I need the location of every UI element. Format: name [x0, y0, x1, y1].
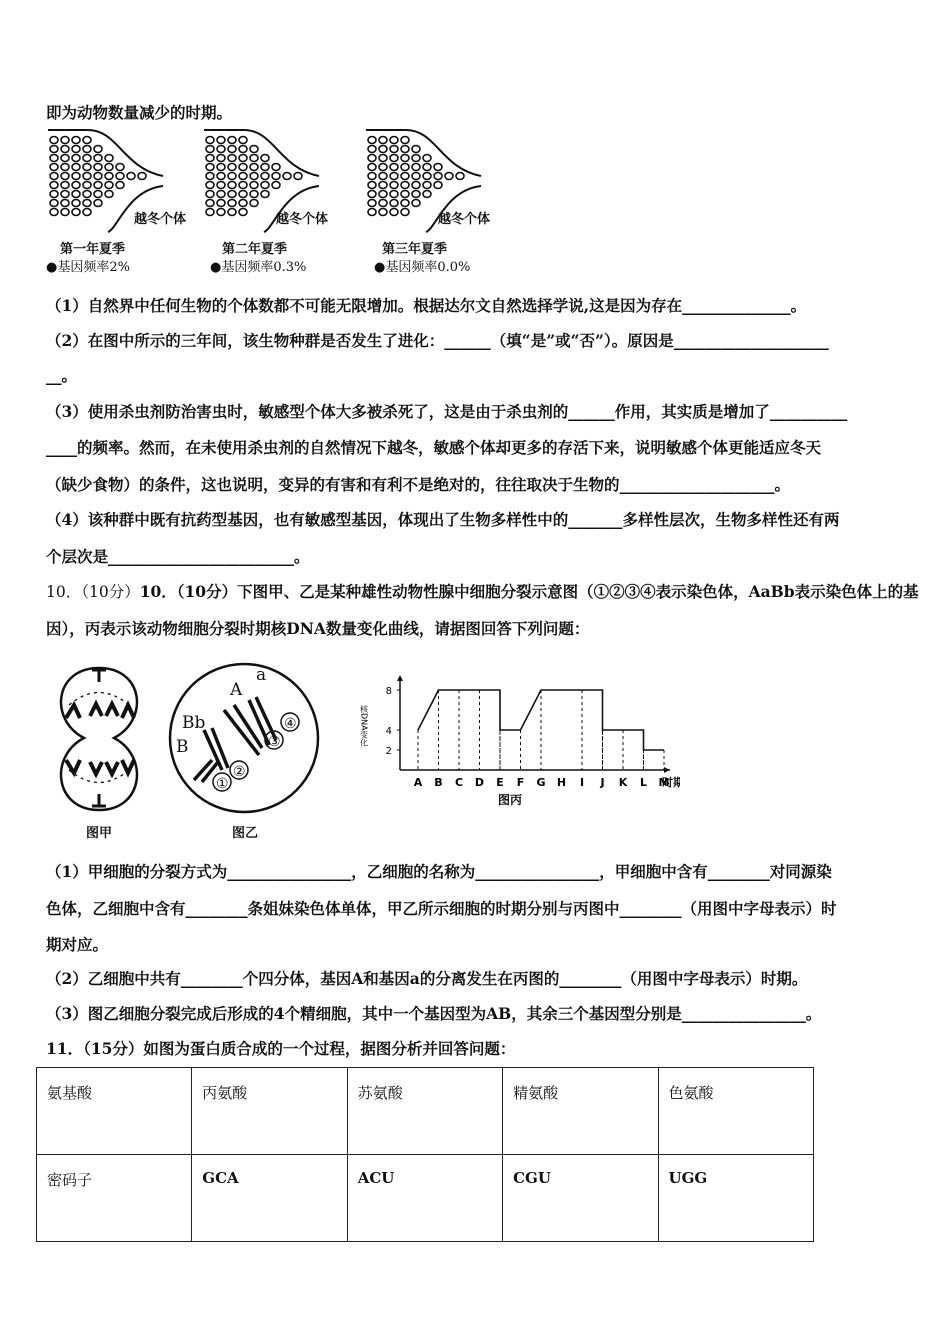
individual-dot: [401, 146, 409, 153]
individual-dot: [379, 182, 387, 189]
individual-dot: [239, 200, 247, 207]
q11-head: 11．（15分）如图为蛋白质合成的一个过程，据图分析并回答问题：: [46, 1039, 516, 1058]
cell-yi: [170, 664, 318, 812]
q10-part1a: （1）甲细胞的分裂方式为________________，乙细胞的名称为________________，甲细胞中含有________对同源染: [46, 862, 832, 881]
chromosome-4: ④: [284, 716, 297, 732]
y-tick-label: 8: [385, 686, 392, 697]
individual-dot: [434, 173, 442, 180]
individual-dot: [206, 200, 214, 207]
individual-dot: [456, 173, 464, 180]
individual-dot: [272, 173, 280, 180]
cell-jia: [61, 668, 137, 810]
individual-dot: [250, 146, 258, 153]
individual-dot: [206, 137, 214, 144]
individual-dot: [50, 209, 58, 216]
individual-dot: [390, 182, 398, 189]
individual-dot: [61, 209, 69, 216]
individual-dot: [401, 182, 409, 189]
x-tick-label: D: [474, 776, 485, 789]
table-row: [37, 1155, 814, 1242]
individual-dot: [217, 200, 225, 207]
individual-dot: [50, 164, 58, 171]
individual-dot: [239, 191, 247, 198]
individual-dot: [423, 164, 431, 171]
individual-dot: [217, 173, 225, 180]
individual-dot: [239, 182, 247, 189]
individual-dot: [368, 137, 376, 144]
fig-yi-caption: 图乙: [232, 826, 259, 841]
individual-dot: [72, 155, 80, 162]
individual-dot: [217, 182, 225, 189]
individual-dot: [83, 191, 91, 198]
q10-part1b: 色体，乙细胞中含有________条姐妹染色体单体，甲乙所示细胞的时期分别与丙图中________（用图中字母表示）时: [46, 899, 837, 918]
individual-dot: [261, 182, 269, 189]
q9-part2a: （2）在图中所示的三年间，该生物种群是否发生了进化：______（填“是”或“否”）。原因是____________________: [46, 331, 829, 350]
individual-dot: [83, 182, 91, 189]
individual-dot: [72, 191, 80, 198]
overwinter-label-3: 越冬个体: [438, 212, 491, 227]
table-cell: 苏氨酸: [347, 1068, 502, 1155]
q10-part3: （3）图乙细胞分裂完成后形成的4个精细胞，其中一个基因型为AB，其余三个基因型分别是________________。: [46, 1004, 822, 1023]
individual-dot: [116, 182, 124, 189]
individual-dot: [94, 173, 102, 180]
x-tick-label: J: [600, 776, 605, 789]
individual-dot: [138, 173, 146, 180]
individual-dot: [206, 155, 214, 162]
individual-dot: [368, 164, 376, 171]
individual-dot: [72, 173, 80, 180]
gene-B: B: [176, 737, 189, 757]
gene-a: a: [256, 665, 267, 685]
table-cell: 氨基酸: [37, 1068, 192, 1155]
individual-dot: [239, 137, 247, 144]
individual-dot: [94, 164, 102, 171]
y-axis-title: 核DNA变化: [360, 705, 369, 747]
summer-label-2: 第二年夏季: [222, 242, 288, 257]
individual-dot: [239, 155, 247, 162]
individual-dot: [206, 182, 214, 189]
individual-dot: [228, 182, 236, 189]
individual-dot: [390, 164, 398, 171]
individual-dot: [239, 164, 247, 171]
gene-Bb: Bb: [182, 713, 206, 733]
individual-dot: [423, 191, 431, 198]
individual-dot: [250, 191, 258, 198]
individual-dot: [368, 200, 376, 207]
individual-dot: [228, 137, 236, 144]
individual-dot: [272, 182, 280, 189]
individual-dot: [239, 173, 247, 180]
individual-dot: [217, 164, 225, 171]
table-cell: ACU: [347, 1155, 502, 1242]
individual-dot: [206, 164, 214, 171]
individual-dot: [83, 137, 91, 144]
individual-dot: [434, 182, 442, 189]
x-tick-label: L: [639, 776, 648, 789]
individual-dot: [228, 164, 236, 171]
individual-dot: [412, 146, 420, 153]
individual-dot: [401, 191, 409, 198]
q10-head-a-text: 10．（10分）下图甲、乙是某种雄性动物性腺中细胞分裂示意图（①②③④表示染色体，AaBb表示染色体上的基: [139, 582, 919, 601]
individual-dot: [250, 200, 258, 207]
q9-part3b: ____的频率。然而，在未使用杀虫剂的自然情况下越冬，敏感个体却更多的存活下来，说明敏感个体更能适应冬天: [46, 438, 822, 457]
individual-dot: [217, 146, 225, 153]
individual-dot: [379, 164, 387, 171]
individual-dot: [401, 155, 409, 162]
individual-dot: [250, 155, 258, 162]
individual-dot: [105, 173, 113, 180]
summer-label-3: 第三年夏季: [382, 242, 448, 257]
individual-dot: [390, 191, 398, 198]
individual-dot: [94, 146, 102, 153]
overwinter-label-2: 越冬个体: [276, 212, 329, 227]
individual-dot: [228, 200, 236, 207]
individual-dot: [228, 209, 236, 216]
individual-dot: [261, 155, 269, 162]
individual-dot: [250, 182, 258, 189]
individual-dot: [83, 200, 91, 207]
individual-dot: [206, 173, 214, 180]
individual-dot: [228, 146, 236, 153]
individual-dot: [423, 173, 431, 180]
individual-dot: [116, 164, 124, 171]
individual-dot: [61, 146, 69, 153]
individual-dot: [83, 209, 91, 216]
summer-label-1: 第一年夏季: [60, 242, 126, 257]
individual-dot: [250, 173, 258, 180]
individual-dot: [83, 155, 91, 162]
individual-dot: [368, 191, 376, 198]
individual-dot: [217, 191, 225, 198]
table-cell: CGU: [503, 1155, 658, 1242]
q9-part4b: 个层次是________________________。: [46, 547, 310, 566]
individual-dot: [228, 155, 236, 162]
individual-dot: [94, 200, 102, 207]
individual-dot: [127, 173, 135, 180]
individual-dot: [206, 209, 214, 216]
individual-dot: [217, 209, 225, 216]
individual-dot: [72, 146, 80, 153]
individual-dot: [379, 191, 387, 198]
x-tick-label: G: [536, 776, 546, 789]
text-line: 即为动物数量减少的时期。: [46, 103, 233, 122]
individual-dot: [116, 173, 124, 180]
y-axis-arrow: [397, 675, 403, 681]
x-tick-label: M: [658, 776, 670, 789]
individual-dot: [94, 191, 102, 198]
codon-table: [36, 1067, 814, 1242]
individual-dot: [412, 200, 420, 207]
individual-dot: [390, 173, 398, 180]
q9-part4a: （4）该种群中既有抗药型基因，也有敏感型基因，体现出了生物多样性中的_______多样性层次，生物多样性还有两: [46, 510, 840, 529]
population-figures: [44, 128, 504, 278]
individual-dot: [61, 173, 69, 180]
individual-dot: [61, 182, 69, 189]
individual-dot: [261, 191, 269, 198]
x-tick-label: B: [434, 776, 443, 789]
individual-dot: [250, 164, 258, 171]
individual-dot: [105, 182, 113, 189]
individual-dot: [239, 146, 247, 153]
individual-dot: [94, 155, 102, 162]
individual-dot: [83, 173, 91, 180]
q10-part1c: 期对应。: [46, 935, 109, 954]
table-cell: UGG: [658, 1155, 813, 1242]
individual-dot: [105, 191, 113, 198]
individual-dot: [390, 137, 398, 144]
overwinter-label-1: 越冬个体: [134, 212, 187, 227]
individual-dot: [50, 137, 58, 144]
individual-dot: [94, 182, 102, 189]
q9-part3c: （缺少食物）的条件，这也说明，变异的有害和有利不是绝对的，往往取决于生物的____________________。: [46, 475, 791, 494]
individual-dot: [217, 155, 225, 162]
freq-label-3: ●基因频率0.0%: [374, 260, 471, 275]
x-tick-label: C: [454, 776, 464, 789]
individual-dot: [72, 164, 80, 171]
individual-dot: [379, 155, 387, 162]
q10-head-b: 因），丙表示该动物细胞分裂时期核DNA数量变化曲线，请据图回答下列问题：: [46, 619, 590, 638]
q9-part3a: （3）使用杀虫剂防治害虫时，敏感型个体大多被杀死了，这是由于杀虫剂的______作用，其实质是增加了__________: [46, 402, 848, 421]
individual-dot: [72, 137, 80, 144]
individual-dot: [368, 182, 376, 189]
table-cell: 密码子: [37, 1155, 192, 1242]
individual-dot: [50, 146, 58, 153]
individual-dot: [83, 164, 91, 171]
individual-dot: [423, 155, 431, 162]
individual-dot: [50, 173, 58, 180]
individual-dot: [50, 155, 58, 162]
individual-dot: [50, 200, 58, 207]
individual-dot: [412, 173, 420, 180]
individual-dot: [412, 164, 420, 171]
x-tick-label: H: [556, 776, 567, 789]
cell-figures: [44, 660, 334, 840]
fig-bing-caption: 图丙: [497, 793, 523, 807]
individual-dot: [379, 209, 387, 216]
x-tick-label: F: [516, 776, 525, 789]
individual-dot: [61, 137, 69, 144]
q9-part1: （1）自然界中任何生物的个体数都不可能无限增加。根据达尔文自然选择学说,这是因为存在______________。: [46, 296, 807, 315]
y-tick-label: 4: [385, 726, 392, 737]
q9-part2b: __。: [46, 366, 78, 385]
individual-dot: [401, 200, 409, 207]
individual-dot: [50, 182, 58, 189]
individual-dot: [412, 182, 420, 189]
individual-dot: [401, 173, 409, 180]
x-tick-label: K: [618, 776, 628, 789]
individual-dot: [390, 155, 398, 162]
chromosome-2: ②: [233, 764, 246, 780]
chromosome-1: ①: [216, 776, 229, 792]
individual-dot: [412, 155, 420, 162]
individual-dot: [228, 173, 236, 180]
individual-dot: [379, 200, 387, 207]
chromosome-3: ③: [268, 734, 281, 750]
cell-drawings: [44, 660, 334, 840]
individual-dot: [401, 209, 409, 216]
freq-label-2: ●基因频率0.3%: [210, 260, 307, 275]
x-axis-arrow: [664, 767, 670, 773]
individual-dot: [61, 155, 69, 162]
individual-dot: [206, 191, 214, 198]
gene-A: A: [230, 680, 243, 700]
individual-dot: [105, 155, 113, 162]
individual-dot: [261, 173, 269, 180]
individual-dot: [72, 182, 80, 189]
individual-dot: [83, 146, 91, 153]
fig-jia-caption: 图甲: [86, 826, 113, 841]
individual-dot: [272, 164, 280, 171]
individual-dot: [368, 173, 376, 180]
individual-dot: [368, 146, 376, 153]
individual-dot: [72, 200, 80, 207]
individual-dot: [423, 182, 431, 189]
individual-dot: [390, 209, 398, 216]
freq-label-1: ●基因频率2%: [46, 260, 130, 275]
individual-dot: [228, 191, 236, 198]
y-tick-label: 2: [385, 746, 392, 757]
x-tick-label: I: [579, 776, 585, 789]
individual-dot: [401, 137, 409, 144]
x-axis-title: 时期: [662, 776, 680, 789]
dna-chart-svg: [360, 665, 680, 815]
q10-head-a: 10．（10分）10．（10分）下图甲、乙是某种雄性动物性腺中细胞分裂示意图（①②③④表示染色体，AaBb表示染色体上的基: [46, 582, 919, 601]
individual-dot: [283, 173, 291, 180]
individual-dot: [105, 164, 113, 171]
individual-dot: [61, 191, 69, 198]
x-tick-label: E: [496, 776, 504, 789]
individual-dot: [379, 173, 387, 180]
table-cell: 丙氨酸: [192, 1068, 347, 1155]
x-tick-label: A: [413, 776, 423, 789]
individual-dot: [61, 200, 69, 207]
individual-dot: [217, 137, 225, 144]
table-cell: 色氨酸: [658, 1068, 813, 1155]
individual-dot: [445, 173, 453, 180]
dna-chart: [360, 665, 680, 815]
individual-dot: [50, 191, 58, 198]
individual-dot: [390, 146, 398, 153]
individual-dot: [206, 146, 214, 153]
individual-dot: [239, 209, 247, 216]
individual-dot: [379, 146, 387, 153]
table-row: [37, 1068, 814, 1155]
individual-dot: [294, 173, 302, 180]
table-cell: 精氨酸: [503, 1068, 658, 1155]
individual-dot: [72, 209, 80, 216]
individual-dot: [368, 155, 376, 162]
individual-dot: [261, 164, 269, 171]
individual-dot: [412, 191, 420, 198]
individual-dot: [61, 164, 69, 171]
individual-dot: [401, 164, 409, 171]
individual-dot: [368, 209, 376, 216]
individual-dot: [390, 200, 398, 207]
individual-dot: [379, 137, 387, 144]
q10-part2: （2）乙细胞中共有________个四分体，基因A和基因a的分离发生在丙图的________（用图中字母表示）时期。: [46, 969, 808, 988]
table-cell: GCA: [192, 1155, 347, 1242]
individual-dot: [434, 164, 442, 171]
